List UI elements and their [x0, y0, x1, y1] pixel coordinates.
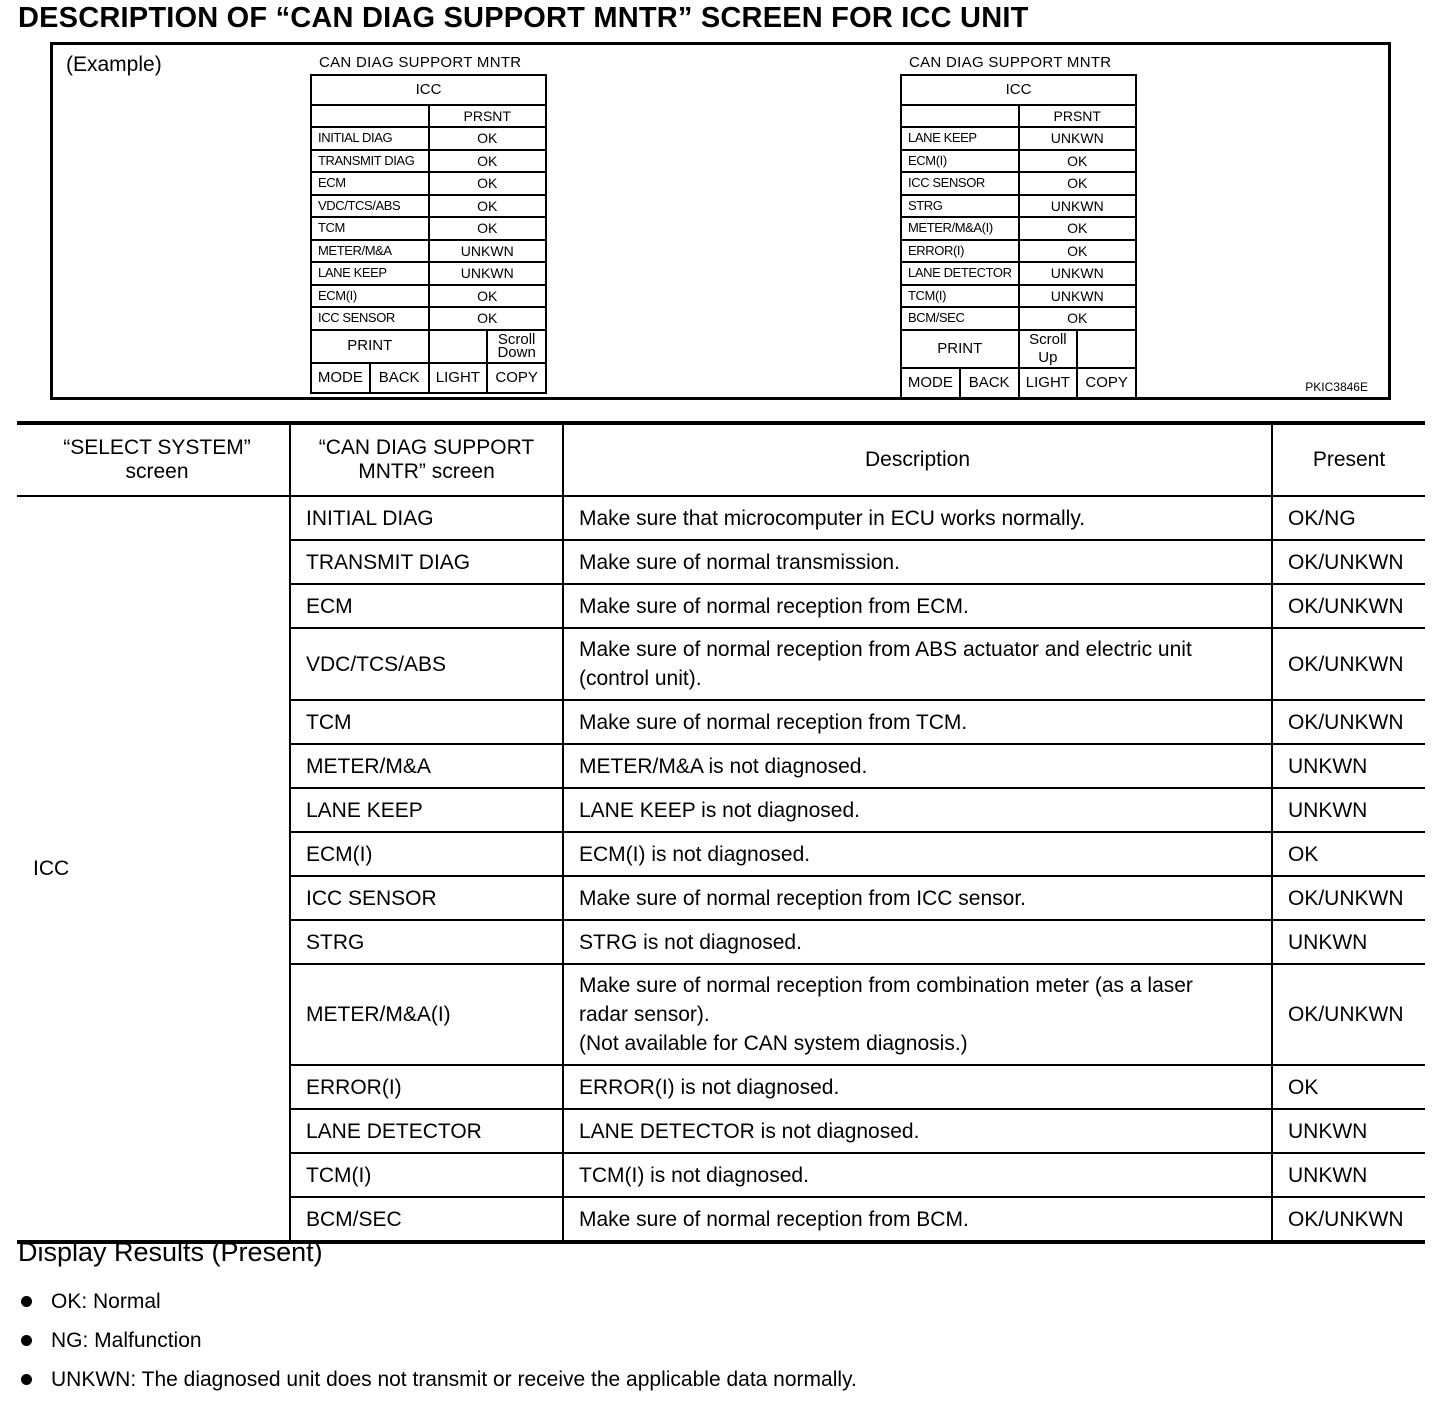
screen-2-unit: ICC [901, 75, 1136, 105]
screen-row-name: INITIAL DIAG [311, 127, 429, 150]
header-can-diag: “CAN DIAG SUPPORT MNTR” screen [290, 423, 563, 496]
screen-2-scroll-up-button[interactable]: Scroll Up [1019, 330, 1078, 368]
item-cell: VDC/TCS/ABS [290, 628, 563, 700]
screen-row-name: VDC/TCS/ABS [311, 195, 429, 218]
description-line: radar sensor). [579, 1003, 710, 1026]
description-line: Make sure of normal reception from combination meter (as a laser [579, 974, 1193, 997]
screen-1-title: CAN DIAG SUPPORT MNTR [319, 54, 522, 71]
item-cell: TRANSMIT DIAG [290, 540, 563, 584]
description-line: STRG is not diagnosed. [579, 930, 802, 954]
description-table [17, 421, 1425, 1244]
header-present: Present [1272, 423, 1425, 496]
header-description: Description [563, 423, 1272, 496]
screen-row [311, 172, 546, 195]
description-cell [563, 744, 1272, 788]
screen-row-name: METER/M&A [311, 240, 429, 263]
screen-row [311, 285, 546, 308]
description-cell [563, 628, 1272, 700]
screen-row-name: ECM(I) [311, 285, 429, 308]
present-cell: UNKWN [1272, 744, 1425, 788]
screen-2-back-button[interactable]: BACK [960, 368, 1019, 398]
screen-row [901, 307, 1136, 330]
screen-row-name: LANE KEEP [311, 262, 429, 285]
screen-row-name: TCM(I) [901, 285, 1019, 308]
item-cell: TCM [290, 700, 563, 744]
screen-row-value: UNKWN [1019, 262, 1137, 285]
screen-row-value: OK [429, 127, 547, 150]
present-cell: OK/UNKWN [1272, 700, 1425, 744]
screen-row [901, 240, 1136, 263]
item-cell: STRG [290, 920, 563, 964]
description-table-body [17, 496, 1425, 1242]
description-cell [563, 540, 1272, 584]
screen-row [311, 307, 546, 330]
screen-row-name: ECM(I) [901, 150, 1019, 173]
screen-row [901, 150, 1136, 173]
results-heading: Display Results (Present) [18, 1237, 323, 1267]
screen-2-print-button[interactable]: PRINT [901, 330, 1019, 368]
present-cell: UNKWN [1272, 1153, 1425, 1197]
screen-1-print-button[interactable]: PRINT [311, 330, 429, 363]
screen-row-value: UNKWN [429, 262, 547, 285]
screen-row-value: OK [1019, 172, 1137, 195]
description-cell [563, 876, 1272, 920]
screen-row-value: UNKWN [1019, 195, 1137, 218]
screen-row-value: OK [429, 217, 547, 240]
present-cell: OK/UNKWN [1272, 628, 1425, 700]
screen-row-value: OK [1019, 240, 1137, 263]
description-cell [563, 788, 1272, 832]
present-cell: OK [1272, 1065, 1425, 1109]
screen-row [901, 217, 1136, 240]
screen-1-mode-button[interactable]: MODE [311, 363, 370, 393]
present-cell: UNKWN [1272, 920, 1425, 964]
results-legend [18, 1282, 857, 1399]
header-select-system: “SELECT SYSTEM” screen [17, 423, 290, 496]
screen-row-name: ECM [311, 172, 429, 195]
screen-row-name: TRANSMIT DIAG [311, 150, 429, 173]
item-cell: ERROR(I) [290, 1065, 563, 1109]
item-cell: METER/M&A(I) [290, 964, 563, 1065]
screen-row-value: OK [1019, 217, 1137, 240]
screen-row-value: UNKWN [429, 240, 547, 263]
figure-id: PKIC3846E [1305, 380, 1368, 394]
description-line: Make sure of normal reception from ABS actuator and electric unit [579, 638, 1192, 661]
description-cell [563, 1065, 1272, 1109]
description-cell [563, 920, 1272, 964]
present-cell: OK/UNKWN [1272, 540, 1425, 584]
item-cell: LANE KEEP [290, 788, 563, 832]
description-cell [563, 1153, 1272, 1197]
example-label: (Example) [66, 53, 162, 76]
screen-row-value: OK [429, 195, 547, 218]
present-cell: OK [1272, 832, 1425, 876]
description-cell [563, 1197, 1272, 1242]
description-line: (Not available for CAN system diagnosis.) [579, 1032, 968, 1055]
present-cell: OK/NG [1272, 496, 1425, 540]
screen-row-value: OK [1019, 307, 1137, 330]
item-cell: LANE DETECTOR [290, 1109, 563, 1153]
screen-row-value: OK [429, 307, 547, 330]
screen-row [311, 240, 546, 263]
screen-1-back-button[interactable]: BACK [370, 363, 429, 393]
description-cell [563, 1109, 1272, 1153]
description-line: (control unit). [579, 667, 702, 690]
legend-item: UNKWN: The diagnosed unit does not transmit or receive the applicable data normally. [18, 1360, 857, 1399]
screen-row-name: STRG [901, 195, 1019, 218]
screen-row [901, 127, 1136, 150]
screen-row-name: LANE KEEP [901, 127, 1019, 150]
screen-row-name: ICC SENSOR [901, 172, 1019, 195]
legend-item: NG: Malfunction [18, 1321, 857, 1360]
screen-2-title: CAN DIAG SUPPORT MNTR [909, 54, 1112, 71]
screen-2-column-header: PRSNT [1019, 105, 1137, 127]
item-cell: METER/M&A [290, 744, 563, 788]
description-line: ERROR(I) is not diagnosed. [579, 1075, 840, 1099]
present-cell: OK/UNKWN [1272, 964, 1425, 1065]
description-cell [563, 700, 1272, 744]
example-figure [50, 42, 1391, 400]
description-line: Make sure of normal reception from TCM. [579, 710, 968, 734]
screen-row-name: ERROR(I) [901, 240, 1019, 263]
screen-row [311, 127, 546, 150]
screen-row-value: UNKWN [1019, 285, 1137, 308]
table-row [17, 496, 1425, 540]
screen-row [311, 150, 546, 173]
description-line: ECM(I) is not diagnosed. [579, 842, 811, 866]
present-cell: OK/UNKWN [1272, 876, 1425, 920]
screen-1-copy-button[interactable]: COPY [487, 363, 546, 393]
bullet-icon [21, 1335, 32, 1346]
description-line: METER/M&A is not diagnosed. [579, 754, 868, 778]
present-cell: UNKWN [1272, 788, 1425, 832]
description-line: Make sure of normal reception from BCM. [579, 1207, 969, 1231]
screen-1-column-header: PRSNT [429, 105, 547, 127]
bullet-icon [21, 1296, 32, 1307]
present-cell: OK/UNKWN [1272, 584, 1425, 628]
screen-row [901, 195, 1136, 218]
screen-1-light-button[interactable]: LIGHT [429, 363, 488, 393]
item-cell: INITIAL DIAG [290, 496, 563, 540]
screen-2-light-button[interactable]: LIGHT [1019, 368, 1078, 398]
description-cell [563, 584, 1272, 628]
screen-row [311, 262, 546, 285]
legend-item: OK: Normal [18, 1282, 857, 1321]
screen-2-mode-button[interactable]: MODE [901, 368, 960, 398]
screen-row [901, 262, 1136, 285]
screen-2 [900, 74, 1137, 399]
system-cell: ICC [17, 496, 290, 1242]
screen-row [311, 217, 546, 240]
description-line: Make sure of normal reception from ECM. [579, 594, 969, 618]
screen-row-value: OK [429, 285, 547, 308]
screen-row-value: OK [429, 172, 547, 195]
item-cell: TCM(I) [290, 1153, 563, 1197]
screen-row-name: ICC SENSOR [311, 307, 429, 330]
description-line: Make sure that microcomputer in ECU works normally. [579, 506, 1086, 530]
description-line: LANE DETECTOR is not diagnosed. [579, 1119, 920, 1143]
item-cell: ECM(I) [290, 832, 563, 876]
description-line: Make sure of normal reception from ICC sensor. [579, 886, 1027, 910]
screen-row-value: OK [1019, 150, 1137, 173]
present-cell: OK/UNKWN [1272, 1197, 1425, 1242]
description-line: TCM(I) is not diagnosed. [579, 1163, 809, 1187]
screen-1-rows [311, 127, 546, 330]
screen-row-name: METER/M&A(I) [901, 217, 1019, 240]
description-cell [563, 832, 1272, 876]
screen-1-scroll-down-button[interactable]: Scroll Down [487, 330, 546, 363]
screen-row-name: BCM/SEC [901, 307, 1019, 330]
screen-1-unit: ICC [311, 75, 546, 105]
item-cell: BCM/SEC [290, 1197, 563, 1242]
page-title: DESCRIPTION OF “CAN DIAG SUPPORT MNTR” SCREEN FOR ICC UNIT [18, 2, 1029, 34]
screen-2-copy-button[interactable]: COPY [1077, 368, 1136, 398]
screen-row [901, 172, 1136, 195]
screen-row-value: UNKWN [1019, 127, 1137, 150]
description-line: Make sure of normal transmission. [579, 550, 900, 574]
description-line: LANE KEEP is not diagnosed. [579, 798, 860, 822]
screen-row-name: TCM [311, 217, 429, 240]
item-cell: ECM [290, 584, 563, 628]
screen-row [901, 285, 1136, 308]
description-cell [563, 496, 1272, 540]
screen-row-value: OK [429, 150, 547, 173]
screen-2-rows [901, 127, 1136, 330]
screen-1 [310, 74, 547, 394]
screen-row-name: LANE DETECTOR [901, 262, 1019, 285]
present-cell: UNKWN [1272, 1109, 1425, 1153]
description-cell [563, 964, 1272, 1065]
item-cell: ICC SENSOR [290, 876, 563, 920]
bullet-icon [21, 1374, 32, 1385]
screen-row [311, 195, 546, 218]
